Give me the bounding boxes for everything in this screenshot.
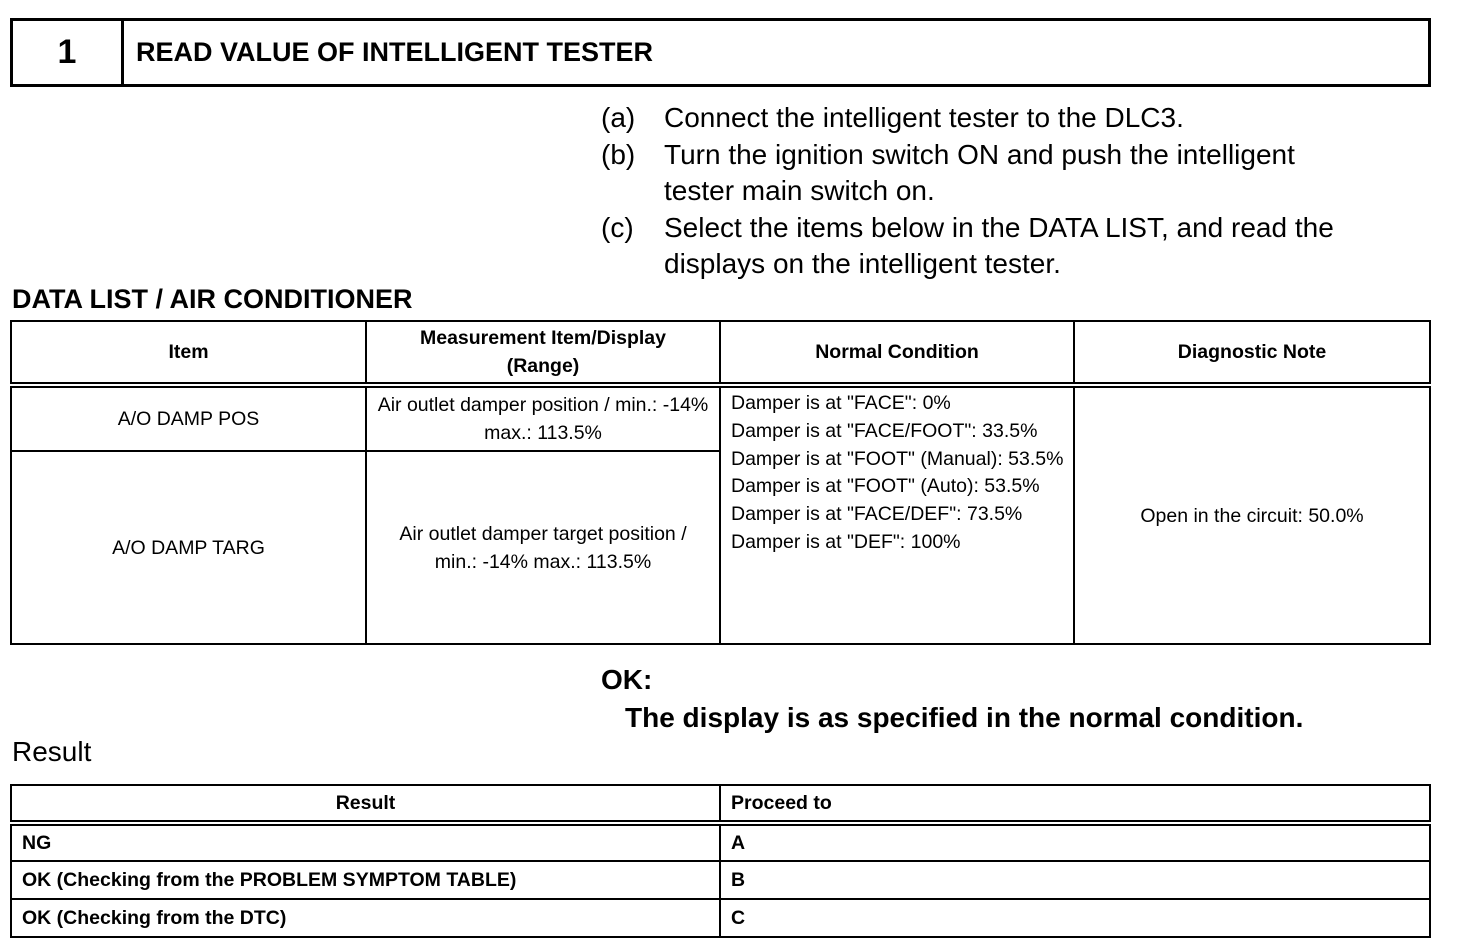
proceed-cell: B [720, 861, 1430, 899]
header-normal-condition: Normal Condition [720, 321, 1074, 385]
table-header-row [11, 785, 1430, 823]
ok-block [601, 660, 1303, 736]
instruction-item [601, 210, 1431, 283]
result-title: Result [12, 736, 92, 767]
measurement-cell: Air outlet damper position / min.: -14% max.: 113.5% [366, 385, 720, 451]
instruction-text: Turn the ignition switch ON and push the intelligent tester main switch on. [664, 138, 1295, 206]
measurement-cell: Air outlet damper target position / min.: -14% max.: 113.5% [366, 451, 720, 644]
header-proceed-to: Proceed to [720, 785, 1430, 823]
condition-line: Damper is at "FOOT" (Manual): 53.5% [731, 447, 1064, 470]
instruction-item [601, 137, 1431, 210]
table-header-row [11, 321, 1430, 385]
normal-condition-cell [720, 385, 1074, 644]
header-result: Result [11, 785, 720, 823]
instruction-label: (c) [601, 211, 634, 243]
instruction-list [601, 100, 1431, 283]
table-row [11, 823, 1430, 861]
step-header [10, 18, 1431, 87]
result-cell: OK (Checking from the PROBLEM SYMPTOM TABLE) [11, 861, 720, 899]
header-diagnostic-note: Diagnostic Note [1074, 321, 1430, 385]
item-cell: A/O DAMP POS [11, 385, 366, 451]
data-list-table [10, 320, 1431, 645]
step-number: 1 [13, 21, 124, 84]
table-row [11, 861, 1430, 899]
instruction-label: (b) [601, 138, 636, 170]
diagnostic-note-cell: Open in the circuit: 50.0% [1074, 385, 1430, 644]
ok-label: OK: [601, 664, 653, 695]
condition-line: Damper is at "DEF": 100% [731, 530, 961, 553]
instruction-text: Select the items below in the DATA LIST, and read the displays on the intelligent tester. [664, 211, 1334, 279]
table-row [11, 899, 1430, 937]
result-table [10, 784, 1431, 938]
instruction-text: Connect the intelligent tester to the DLC3. [664, 102, 1184, 133]
instruction-item [601, 100, 1431, 137]
result-cell: NG [11, 823, 720, 861]
ok-text: The display is as specified in the normal condition. [625, 702, 1304, 733]
condition-line: Damper is at "FACE/FOOT": 33.5% [731, 419, 1038, 442]
table-row [11, 385, 1430, 451]
condition-line: Damper is at "FACE/DEF": 73.5% [731, 503, 1023, 526]
step-title: READ VALUE OF INTELLIGENT TESTER [136, 37, 654, 67]
item-cell: A/O DAMP TARG [11, 451, 366, 644]
proceed-cell: A [720, 823, 1430, 861]
header-measurement: Measurement Item/Display (Range) [366, 321, 720, 385]
header-item: Item [11, 321, 366, 385]
instruction-label: (a) [601, 102, 636, 133]
result-cell: OK (Checking from the DTC) [11, 899, 720, 937]
condition-line: Damper is at "FOOT" (Auto): 53.5% [731, 475, 1040, 498]
condition-line: Damper is at "FACE": 0% [731, 392, 951, 414]
data-list-title: DATA LIST / AIR CONDITIONER [12, 284, 413, 314]
proceed-cell: C [720, 899, 1430, 937]
